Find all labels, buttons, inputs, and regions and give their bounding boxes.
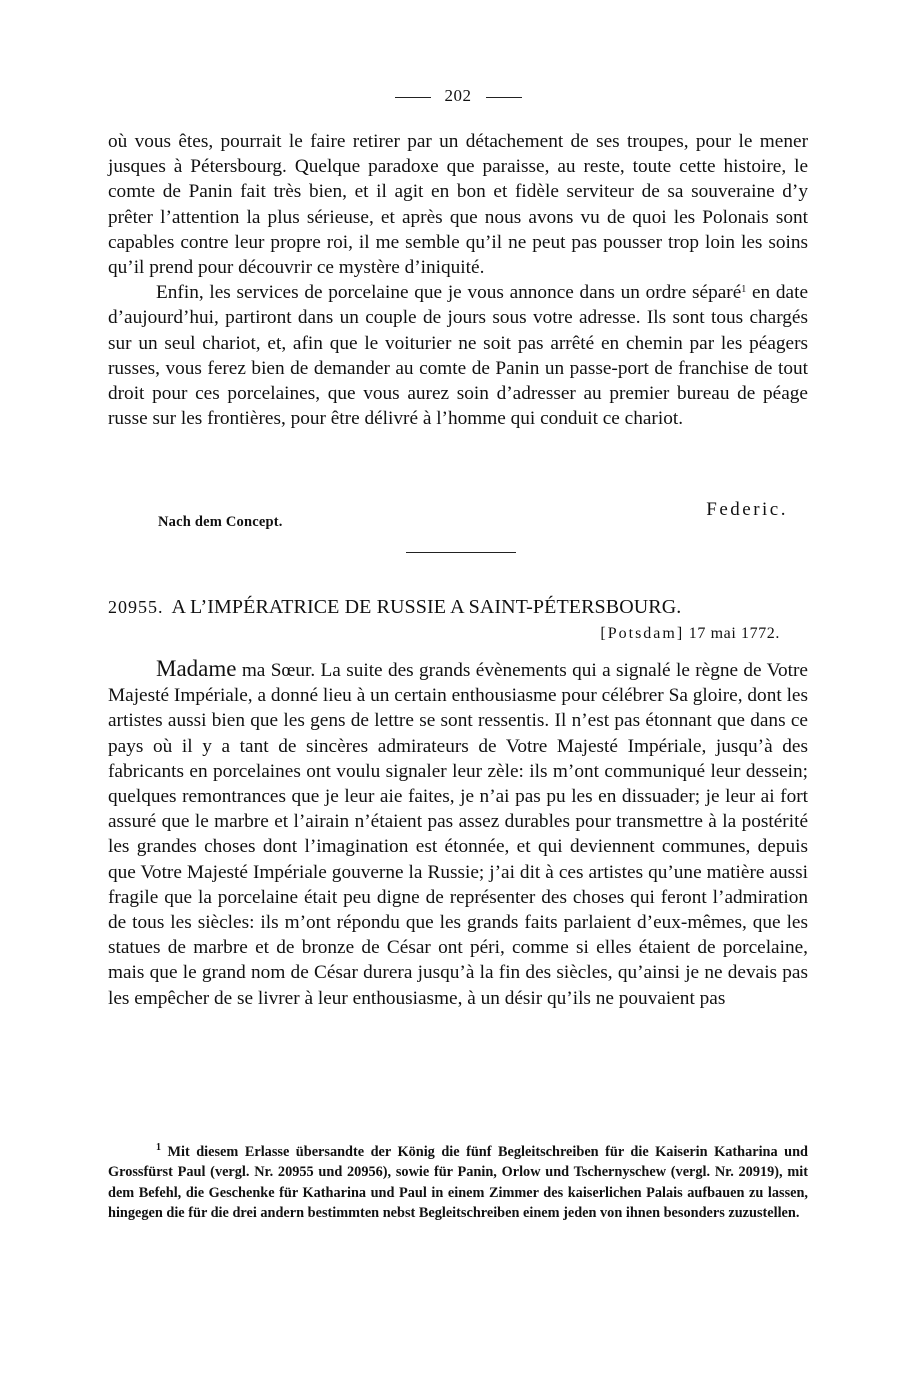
letter-date: 17 mai 1772. bbox=[688, 625, 780, 642]
letter-place: [Potsdam] bbox=[600, 625, 685, 642]
source-note: Nach dem Concept. bbox=[158, 514, 283, 530]
letter-paragraph bbox=[108, 656, 808, 1011]
footnote-paragraph bbox=[108, 1142, 808, 1224]
header-rule-right bbox=[486, 97, 522, 98]
letter-title: A L’IMPÉRATRICE DE RUSSIE A SAINT-PÉTERSBOURG. bbox=[171, 596, 682, 618]
paragraph-2-part-1: Enfin, les services de porcelaine que je vous annonce dans un ordre séparé bbox=[156, 282, 742, 304]
letter-body bbox=[108, 656, 808, 1011]
paragraph-2-part-2: en date d’aujourd’hui, partiront dans un couple de jours sous votre adresse. Ils sont tous chargés sur un seul chariot, et, afin que le voiturier ne soit pas arrêté en chemin par les péagers russes, vous ferez bien de demander au comte de Panin un passe-port de franchise de tout droit pour ces porcelaines, que vous aurez soin d’adresser au premier bureau de péage russe sur les frontières, pour être délivré à l’homme qui conduit ce chariot. bbox=[108, 282, 808, 430]
running-head bbox=[108, 86, 808, 106]
footnote-reference: 1 bbox=[741, 284, 747, 296]
letter-number: 20955. bbox=[108, 597, 164, 617]
footnote bbox=[108, 1142, 808, 1224]
footnote-text: Mit diesem Erlasse übersandte der König die fünf Begleitschreiben für die Kaiserin Katharina und Grossfürst Paul (vergl. Nr. 20955 und 20956), sowie für Panin, Orlow und Tschernyschew (vergl. Nr. 20919), mit dem Befehl, die Geschenke für Katharina und Paul in einem Zimmer des kaiserlichen Palais aufbauen zu lassen, hingegen die für die drei andern bestimmten nebst Begleitschreiben einem jeden von ihnen besonders zuzustellen. bbox=[108, 1144, 808, 1222]
previous-letter-ending bbox=[108, 129, 808, 431]
page-number: 202 bbox=[444, 86, 472, 105]
footnote-marker: 1 bbox=[156, 1142, 161, 1153]
paragraph-2 bbox=[108, 280, 808, 431]
section-separator bbox=[406, 552, 516, 553]
letter-body-text: ma Sœur. La suite des grands évènements qui a signalé le règne de Votre Majesté Impériale, a donné lieu à un certain enthousiasme pour célébrer Sa gloire, dont les artistes aussi bien que les gens de lettre se sont ressentis. Il n’est pas étonnant que dans ce pays où il y a tant de sincères admirateurs de Votre Majesté Impériale, jusqu’à des fabricants en porcelaines ont voulu signaler leur zèle: ils m’ont communiqué leur dessein; quelques remontrances que je leur aie faites, je n’ai pas pu les en dissuader; je leur ai fort assuré que le marbre et l’airain n’étaient pas assez durables pour transmettre à la postérité les grandes choses dont l’imagination est étonnée, et qui deviennent communes, depuis que Votre Majesté Impériale gouverne la Russie; j’ai dit à ces artistes qu’une matière aussi fragile que la porcelaine était peu digne de représenter des choses qui feront l’admiration de tous les siècles: ils m’ont répondu que les grands faits parlaient d’eux-mêmes, que les statues de marbre et de bronze de César ont péri, comme si elles étaient de porcelaine, mais que le grand nom de César durera jusqu’à la fin des siècles, qu’ainsi je ne devais pas les empêcher de se livrer à leur enthousiasme, à un désir qu’ils ne pouvaient pas bbox=[108, 660, 808, 1009]
signature: Federic. bbox=[706, 499, 788, 520]
letter-dateline bbox=[600, 625, 780, 643]
header-rule-left bbox=[395, 97, 431, 98]
letter-heading bbox=[108, 596, 808, 619]
salutation-first-word: Madame bbox=[156, 656, 237, 681]
paragraph-1: où vous êtes, pourrait le faire retirer par un détachement de ses troupes, pour le mener jusques à Pétersbourg. Quelque paradoxe que paraisse, au reste, toute cette histoire, le comte de Panin fait très bien, et il agit en bon et fidèle serviteur de sa souveraine d’y prêter l’attention la plus sérieuse, et après que nous avons vu de quoi les Polonais sont capables contre leur propre roi, il me semble qu’il ne peut pas pousser trop loin les soins qu’il prend pour découvrir ce mystère d’iniquité. bbox=[108, 131, 808, 279]
